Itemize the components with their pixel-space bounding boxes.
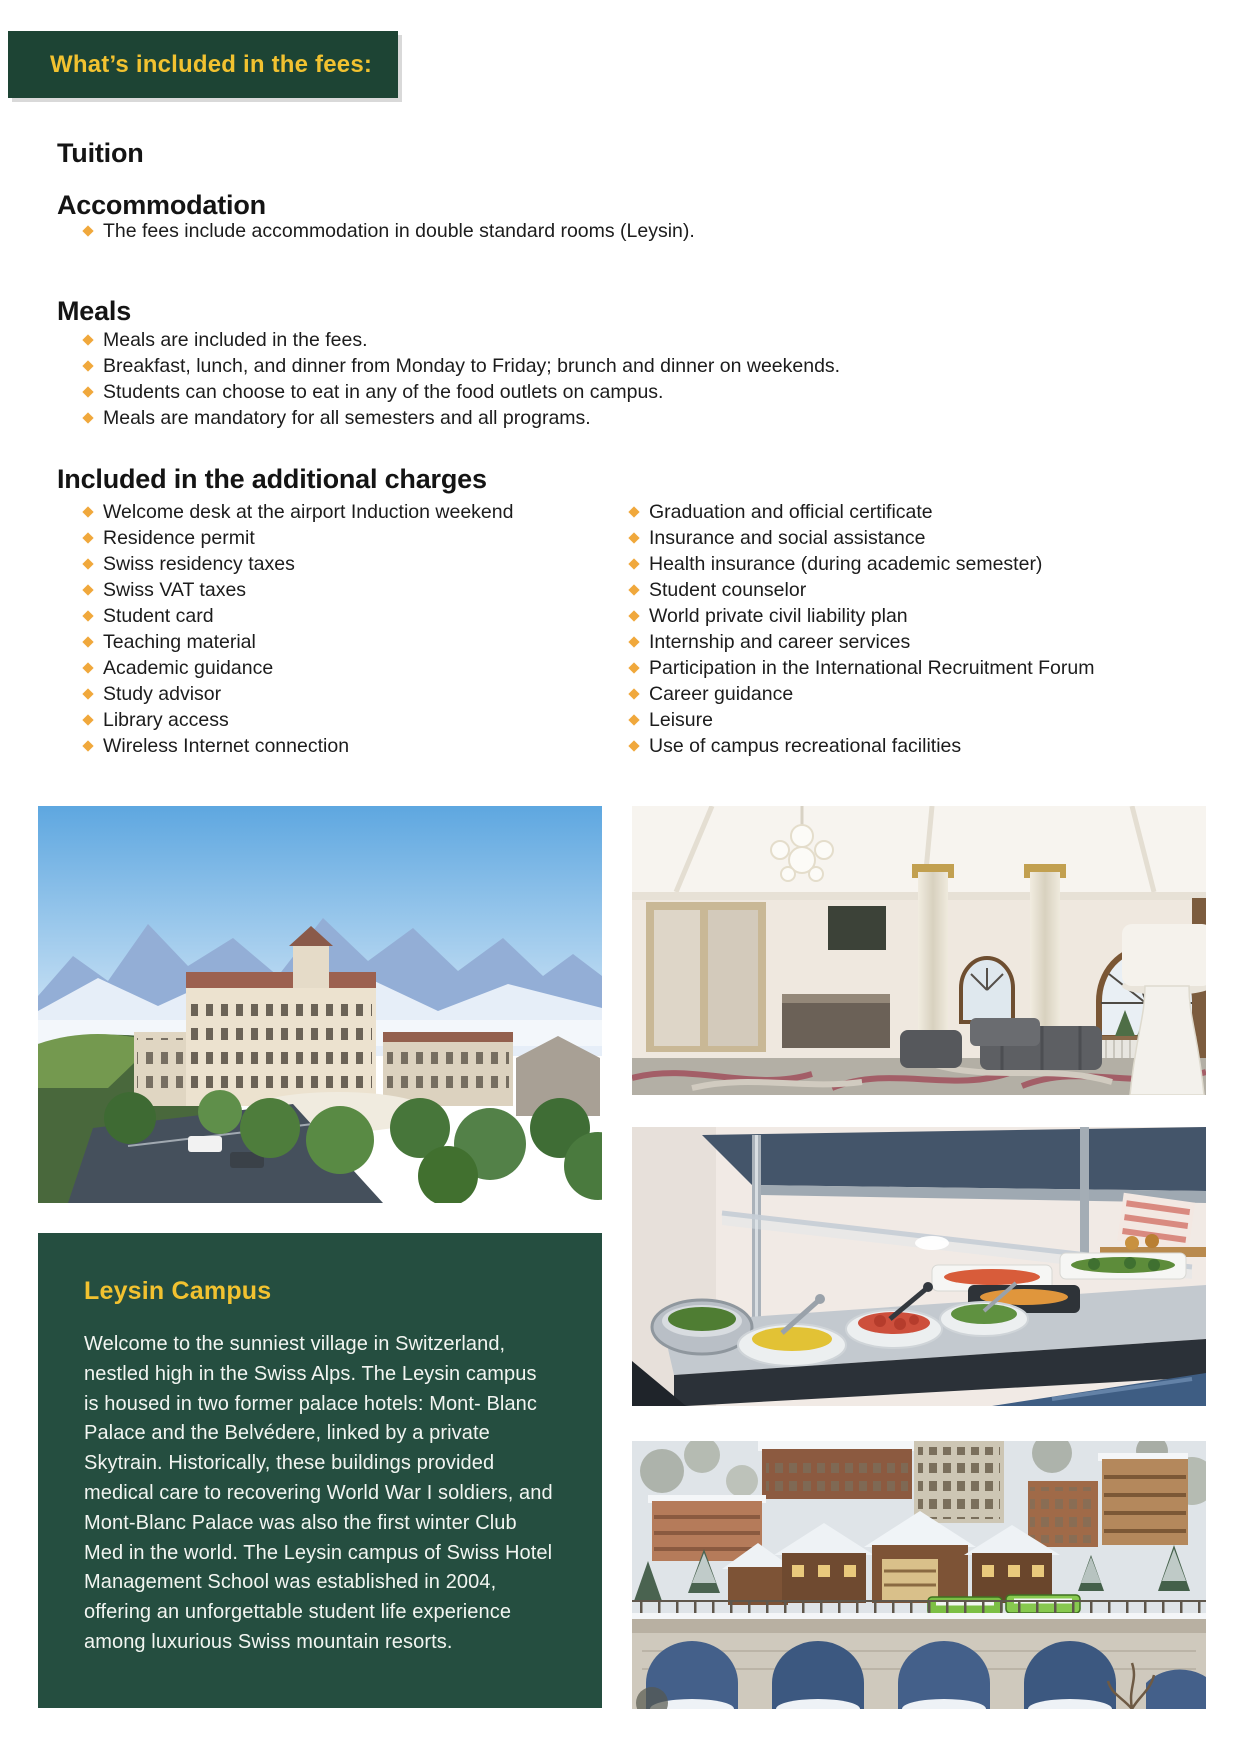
bullet-text: Use of campus recreational facilities — [649, 734, 962, 757]
list-item — [630, 707, 1094, 733]
diamond-bullet-icon — [628, 636, 639, 647]
bullet-text: Participation in the International Recruitment Forum — [649, 656, 1095, 679]
bullet-text: Academic guidance — [103, 656, 274, 679]
fees-header-banner — [8, 31, 398, 98]
list-item — [630, 681, 1094, 707]
list-item — [84, 707, 513, 733]
list-item — [84, 405, 840, 431]
list-item — [84, 733, 513, 759]
diamond-bullet-icon — [82, 334, 93, 345]
list-item — [84, 327, 840, 353]
list-item — [84, 525, 513, 551]
bullet-text: Swiss VAT taxes — [103, 578, 247, 601]
diamond-bullet-icon — [628, 584, 639, 595]
bullet-text: Insurance and social assistance — [649, 526, 926, 549]
leysin-campus-description: Welcome to the sunniest village in Switzerland, nestled high in the Swiss Alps. The Leysin campus is housed in two former palace hotels: Mont- Blanc Palace and the Belvédere, linked by a private Skytrain. Historically, these buildings provided medical care to recovering World War I soldiers, and Mont-Blanc Palace was also the first winter Club Med in the world. The Leysin campus of Swiss Hotel Management School was established in 2004, offering an unforgettable student life experience among luxurious Swiss mountain resorts. — [84, 1333, 553, 1653]
bullet-text: World private civil liability plan — [649, 604, 908, 627]
winter-village-viaduct-train-photo — [632, 1441, 1206, 1709]
leysin-campus-panel — [38, 1233, 602, 1708]
diamond-bullet-icon — [628, 662, 639, 673]
list-item — [84, 603, 513, 629]
bullet-text: Students can choose to eat in any of the food outlets on campus. — [103, 380, 664, 403]
diamond-bullet-icon — [628, 740, 639, 751]
bullet-text: Teaching material — [103, 630, 256, 653]
meals-heading: Meals — [57, 296, 132, 326]
list-item — [84, 353, 840, 379]
bullet-text: Graduation and official certificate — [649, 500, 933, 523]
campus-aerial-illustration — [38, 806, 602, 1203]
accommodation-heading: Accommodation — [57, 190, 266, 220]
diamond-bullet-icon — [628, 506, 639, 517]
diamond-bullet-icon — [82, 740, 93, 751]
bullet-text: Leisure — [649, 708, 713, 731]
bullet-text: Welcome desk at the airport Induction weekend — [103, 500, 514, 523]
list-item — [630, 733, 1094, 759]
list-item — [84, 681, 513, 707]
list-item — [630, 629, 1094, 655]
list-item — [84, 629, 513, 655]
buffet-food-counter-photo — [632, 1127, 1206, 1406]
hotel-lobby-interior-photo — [632, 806, 1206, 1095]
diamond-bullet-icon — [82, 412, 93, 423]
diamond-bullet-icon — [82, 360, 93, 371]
bullet-text: The fees include accommodation in double standard rooms (Leysin). — [103, 219, 695, 242]
list-item — [630, 603, 1094, 629]
list-item — [630, 551, 1094, 577]
additional-charges-heading: Included in the additional charges — [57, 464, 487, 494]
diamond-bullet-icon — [82, 688, 93, 699]
bullet-text: Wireless Internet connection — [103, 734, 350, 757]
fees-header-title: What’s included in the fees: — [50, 50, 373, 78]
diamond-bullet-icon — [82, 636, 93, 647]
diamond-bullet-icon — [82, 610, 93, 621]
buffet-illustration — [632, 1127, 1206, 1406]
bullet-text: Student counselor — [649, 578, 807, 601]
bullet-text: Meals are included in the fees. — [103, 328, 368, 351]
diamond-bullet-icon — [82, 532, 93, 543]
diamond-bullet-icon — [82, 506, 93, 517]
winter-village-illustration — [632, 1441, 1206, 1709]
list-item — [630, 655, 1094, 681]
additional-charges-list-right — [630, 499, 1094, 759]
lobby-illustration — [632, 806, 1206, 1095]
diamond-bullet-icon — [628, 688, 639, 699]
accommodation-list — [84, 218, 695, 244]
bullet-text: Breakfast, lunch, and dinner from Monday to Friday; brunch and dinner on weekends. — [103, 354, 841, 377]
tuition-heading: Tuition — [57, 138, 144, 168]
diamond-bullet-icon — [82, 662, 93, 673]
bullet-text: Swiss residency taxes — [103, 552, 295, 575]
list-item — [84, 655, 513, 681]
bullet-text: Health insurance (during academic semester) — [649, 552, 1043, 575]
meals-list — [84, 327, 840, 431]
bullet-text: Residence permit — [103, 526, 255, 549]
list-item — [84, 577, 513, 603]
list-item — [630, 577, 1094, 603]
diamond-bullet-icon — [82, 225, 93, 236]
list-item — [84, 379, 840, 405]
bullet-text: Library access — [103, 708, 229, 731]
diamond-bullet-icon — [82, 386, 93, 397]
bullet-text: Career guidance — [649, 682, 794, 705]
list-item — [84, 551, 513, 577]
bullet-text: Study advisor — [103, 682, 222, 705]
diamond-bullet-icon — [82, 558, 93, 569]
bullet-text: Student card — [103, 604, 214, 627]
leysin-campus-title: Leysin Campus — [84, 1277, 272, 1305]
list-item — [630, 499, 1094, 525]
diamond-bullet-icon — [628, 610, 639, 621]
list-item — [630, 525, 1094, 551]
diamond-bullet-icon — [82, 714, 93, 725]
diamond-bullet-icon — [82, 584, 93, 595]
campus-aerial-mountains-photo — [38, 806, 602, 1203]
list-item — [84, 499, 513, 525]
diamond-bullet-icon — [628, 532, 639, 543]
bullet-text: Meals are mandatory for all semesters and all programs. — [103, 406, 591, 429]
bullet-text: Internship and career services — [649, 630, 911, 653]
list-item — [84, 218, 695, 244]
diamond-bullet-icon — [628, 558, 639, 569]
additional-charges-list-left — [84, 499, 513, 759]
diamond-bullet-icon — [628, 714, 639, 725]
